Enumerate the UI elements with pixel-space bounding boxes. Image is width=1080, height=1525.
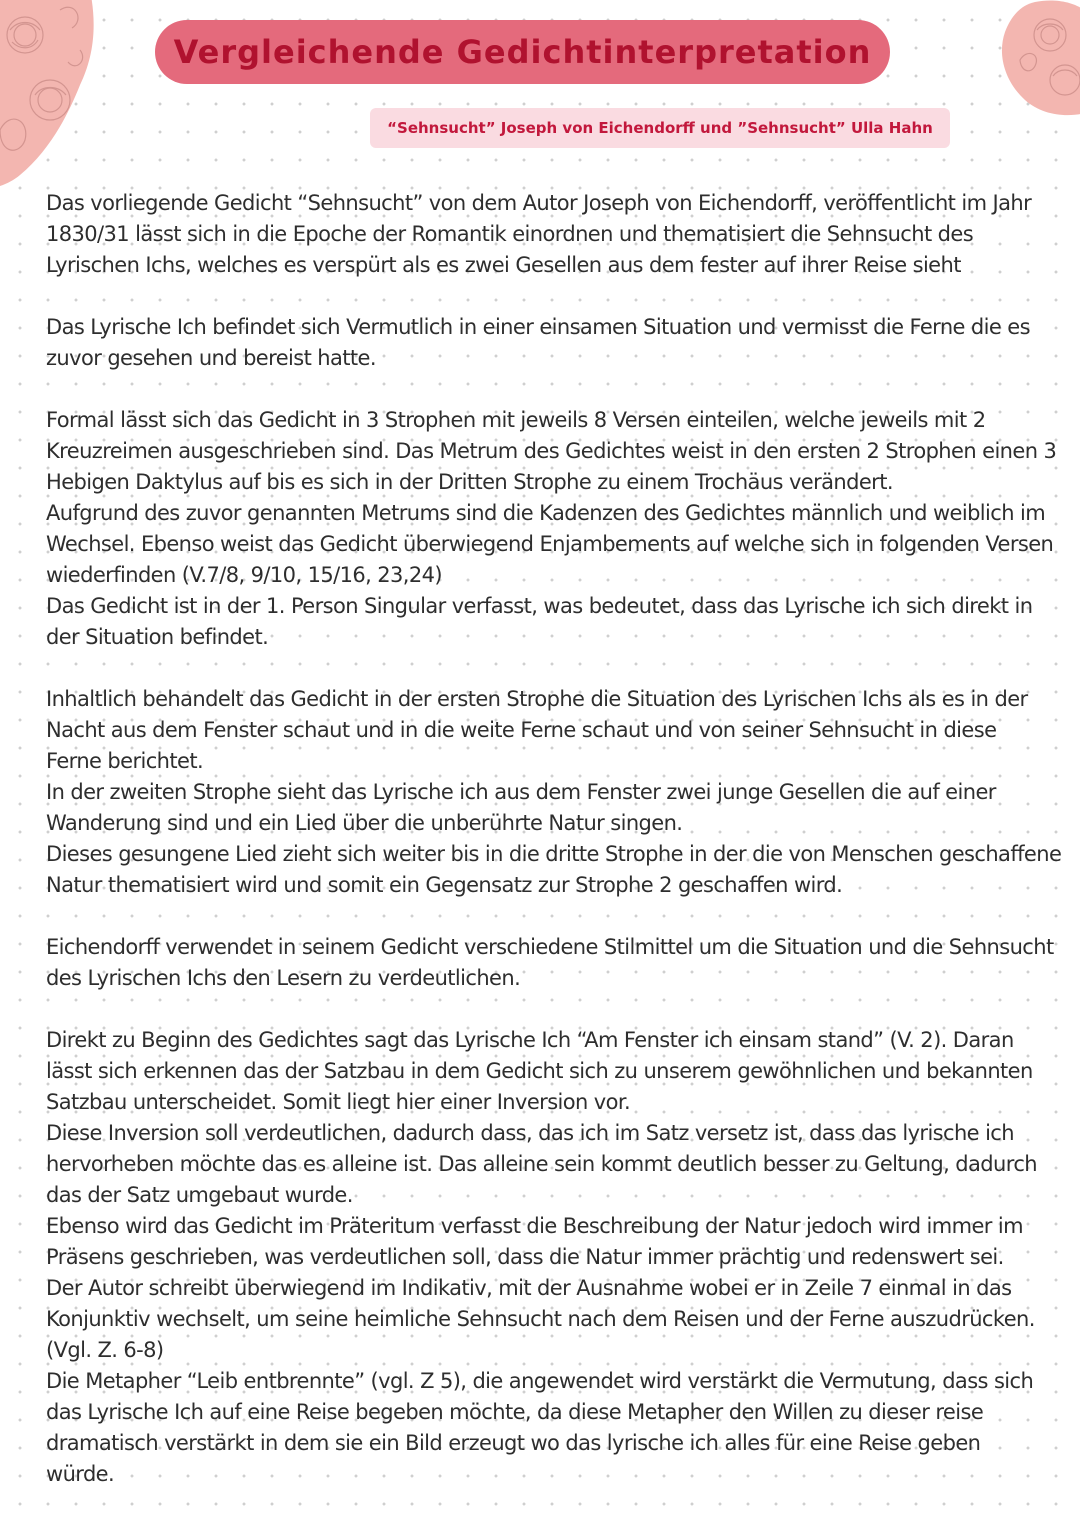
text-line: Eichendorff verwendet in seinem Gedicht verschiedene Stilmittel um die Situation und die Sehnsucht [46,935,1054,959]
text-line: 1830/31 lässt sich in die Epoche der Romantik einordnen und thematisiert die Sehnsucht des [46,222,974,246]
text-line: Direkt zu Beginn des Gedichtes sagt das Lyrische Ich “Am Fenster ich einsam stand” (V. 2). Daran [46,1028,1014,1052]
text-line: Das vorliegende Gedicht “Sehnsucht” von dem Autor Joseph von Eichendorff, veröffentlicht im Jahr [46,191,1032,215]
text-line: In der zweiten Strophe sieht das Lyrische ich aus dem Fenster zwei junge Gesellen die auf einer [46,780,996,804]
text-line: Konjunktiv wechselt, um seine heimliche Sehnsucht nach dem Reisen und der Ferne auszudrücken. [46,1307,1035,1331]
text-line: Die Metapher “Leib entbrennte” (vgl. Z 5), die angewendet wird verstärkt die Vermutung, dass sich [46,1369,1034,1393]
text-line: das Lyrische Ich auf eine Reise begeben möchte, da diese Metapher den Willen zu dieser reise [46,1400,984,1424]
paragraph-analysis [46,1025,1046,1490]
paragraph-stilmittel [46,932,1054,994]
text-line: Nacht aus dem Fenster schaut und in die weite Ferne schaut und von seiner Sehnsucht in diese [46,718,997,742]
text-line: Das Lyrische Ich befindet sich Vermutlich in einer einsamen Situation und vermisst die Ferne die es [46,315,1030,339]
text-line: Dieses gesungene Lied zieht sich weiter bis in die dritte Strophe in der die von Menschen geschaffene [46,842,1062,866]
text-line: Inhaltlich behandelt das Gedicht in der ersten Strophe die Situation des Lyrischen Ichs als es in der [46,687,1028,711]
text-line: des Lyrischen Ichs den Lesern zu verdeutlichen. [46,966,521,990]
text-line: Ebenso wird das Gedicht im Präteritum verfasst die Beschreibung der Natur jedoch wird immer im [46,1214,1023,1238]
subtitle-banner [370,108,950,148]
text-line: würde. [46,1462,115,1486]
text-line: Lyrischen Ichs, welches es verspürt als es zwei Gesellen aus dem fester auf ihrer Reise sieht [46,253,961,277]
text-line: (Vgl. Z. 6-8) [46,1338,164,1362]
text-line: Das Gedicht ist in der 1. Person Singular verfasst, was bedeutet, dass das Lyrische ich sich direkt in [46,594,1033,618]
title-banner [155,20,890,84]
text-line: Satzbau unterscheidet. Somit liegt hier einer Inversion vor. [46,1090,631,1114]
text-line: Präsens geschrieben, was verdeutlichen soll, dass die Natur immer prächtig und redenswert sei. [46,1245,1004,1269]
text-line: hervorheben möchte das es alleine ist. Das alleine sein kommt deutlich besser zu Geltung, dadurch [46,1152,1037,1176]
page-title: Vergleichende Gedichtinterpretation [173,33,872,71]
text-line: Ferne berichtet. [46,749,204,773]
text-line: Aufgrund des zuvor genannten Metrums sind die Kadenzen des Gedichtes männlich und weiblich im [46,501,1046,525]
paragraph-content [46,684,1062,901]
page-subtitle: “Sehnsucht” Joseph von Eichendorff und ”Sehnsucht” Ulla Hahn [387,119,933,137]
text-line: Der Autor schreibt überwiegend im Indikativ, mit der Ausnahme wobei er in Zeile 7 einmal in das [46,1276,1012,1300]
text-line: lässt sich erkennen das der Satzbau in dem Gedicht sich zu unserem gewöhnlichen und bekannten [46,1059,1033,1083]
floral-blob-decoration-right [995,0,1080,120]
text-line: das der Satz umgebaut wurde. [46,1183,353,1207]
text-line: Formal lässt sich das Gedicht in 3 Strophen mit jeweils 8 Versen einteilen, welche jeweils mit 2 [46,408,986,432]
text-line: der Situation befindet. [46,625,269,649]
text-line: zuvor gesehen und bereist hatte. [46,346,376,370]
floral-blob-decoration-left [0,0,105,190]
text-line: dramatisch verstärkt in dem sie ein Bild erzeugt wo das lyrische ich alles für eine Reise geben [46,1431,981,1455]
text-line: Hebigen Daktylus auf bis es sich in der Dritten Strophe zu einem Trochäus verändert. [46,470,893,494]
text-line: Natur thematisiert wird und somit ein Gegensatz zur Strophe 2 geschaffen wird. [46,873,843,897]
text-line: Diese Inversion soll verdeutlichen, dadurch dass, das ich im Satz versetz ist, dass das lyrische ich [46,1121,1014,1145]
essay-body [46,188,1062,1521]
paragraph-intro [46,188,1046,281]
paragraph-situation [46,312,1046,374]
paragraph-formal [46,405,1057,653]
text-line: Kreuzreimen ausgeschrieben sind. Das Metrum des Gedichtes weist in den ersten 2 Strophen einen 3 [46,439,1057,463]
text-line: wiederfinden (V.7/8, 9/10, 15/16, 23,24) [46,563,442,587]
text-line: Wechsel. Ebenso weist das Gedicht überwiegend Enjambements auf welche sich in folgenden Versen [46,532,1054,556]
text-line: Wanderung sind und ein Lied über die unberührte Natur singen. [46,811,683,835]
